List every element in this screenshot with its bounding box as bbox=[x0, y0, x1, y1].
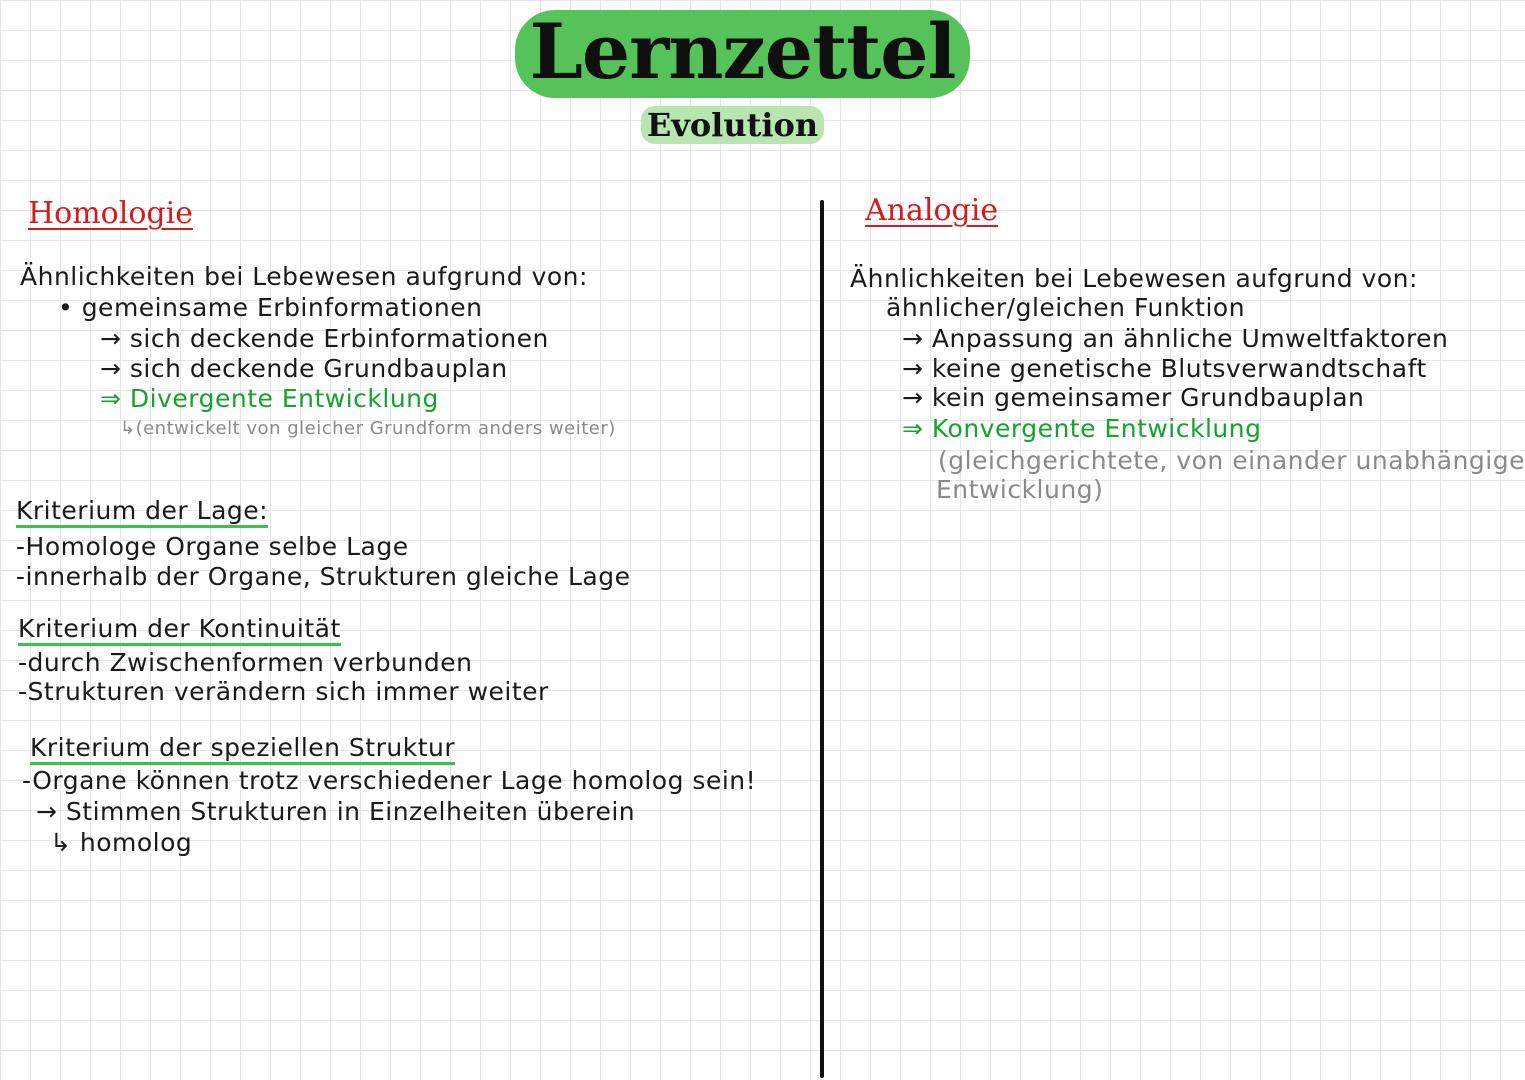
page-subtitle bbox=[0, 106, 1525, 144]
analogie-arrow-2: → keine genetische Blutsverwandtschaft bbox=[902, 354, 1427, 383]
homologie-result: ⇒ Divergente Entwicklung bbox=[100, 384, 439, 413]
kriterium-kontinuitaet-title: Kriterium der Kontinuität bbox=[18, 614, 341, 646]
homologie-arrow-2: → sich deckende Grundbauplan bbox=[100, 354, 508, 383]
column-divider bbox=[820, 200, 824, 1078]
kriterium-struktur-title: Kriterium der speziellen Struktur bbox=[30, 733, 455, 765]
analogie-result-note-1: (gleichgerichtete, von einander unabhängige bbox=[938, 446, 1525, 475]
analogie-heading: Analogie bbox=[865, 193, 999, 228]
page-title bbox=[0, 0, 1525, 98]
subtitle-text: Evolution bbox=[641, 106, 824, 144]
kriterium-struktur-line-2: → Stimmen Strukturen in Einzelheiten überein bbox=[36, 797, 636, 826]
homologie-intro: Ähnlichkeiten bei Lebewesen aufgrund von: bbox=[20, 262, 588, 291]
homologie-heading: Homologie bbox=[28, 196, 193, 231]
analogie-result-note-2: Entwicklung) bbox=[936, 475, 1104, 504]
kriterium-lage-line-1: -Homologe Organe selbe Lage bbox=[16, 532, 409, 561]
analogie-result: ⇒ Konvergente Entwicklung bbox=[902, 414, 1262, 443]
kriterium-lage-line-2: -innerhalb der Organe, Strukturen gleiche Lage bbox=[16, 562, 631, 591]
title-text: Lernzettel bbox=[515, 10, 969, 98]
analogie-arrow-1: → Anpassung an ähnliche Umweltfaktoren bbox=[902, 324, 1449, 353]
homologie-arrow-1: → sich deckende Erbinformationen bbox=[100, 324, 549, 353]
kriterium-struktur-line-1: -Organe können trotz verschiedener Lage homolog sein! bbox=[22, 766, 757, 795]
homologie-result-note: ↳(entwickelt von gleicher Grundform anders weiter) bbox=[120, 418, 616, 439]
analogie-arrow-3: → kein gemeinsamer Grundbauplan bbox=[902, 383, 1365, 412]
kriterium-kontinuitaet-line-1: -durch Zwischenformen verbunden bbox=[18, 648, 473, 677]
analogie-line-1: ähnlicher/gleichen Funktion bbox=[886, 293, 1246, 322]
analogie-intro: Ähnlichkeiten bei Lebewesen aufgrund von: bbox=[850, 264, 1418, 293]
kriterium-struktur-line-3: ↳ homolog bbox=[50, 828, 193, 857]
kriterium-kontinuitaet-line-2: -Strukturen verändern sich immer weiter bbox=[18, 677, 549, 706]
kriterium-lage-title: Kriterium der Lage: bbox=[16, 496, 268, 528]
homologie-bullet: • gemeinsame Erbinformationen bbox=[58, 293, 483, 322]
